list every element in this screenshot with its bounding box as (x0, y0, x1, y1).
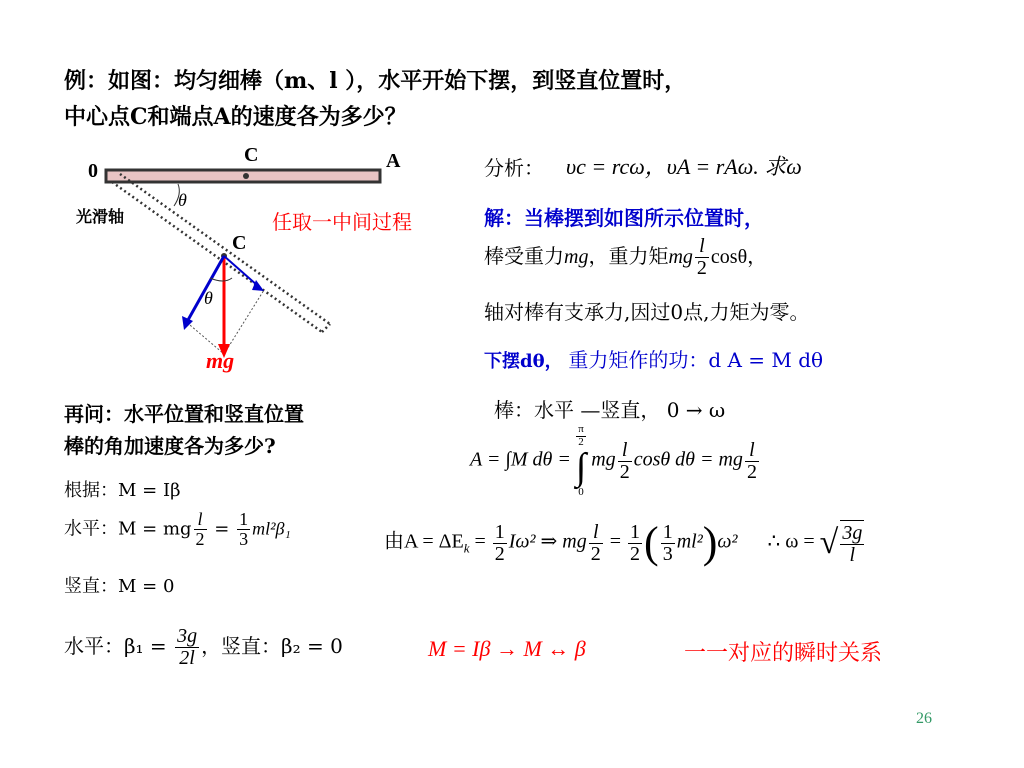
solution-line5: 棒：水平 —竖直， 0 → ω (494, 398, 726, 422)
theta-top: θ (178, 190, 187, 210)
work-integral: A = ∫M dθ = π 2 ∫ 0 mg $\frac{l}{2}$ cosθ dθ = mg $\frac{l}{2}$ (470, 423, 757, 499)
solution-line2: 棒受重力mg，重力矩mg $\frac{l}{2}$ cosθ， (484, 235, 768, 279)
theta-mid: θ (204, 288, 213, 308)
basis-equation: 根据：M = Iβ (64, 480, 181, 501)
problem-title-line2: 中心点C和端点A的速度各为多少？ (64, 104, 407, 130)
solution-line1: 解：当棒摆到如图所示位置时， (484, 206, 764, 230)
energy-equation: 由$A = \Delta E_k$ = $\frac{1}{2}$ Iω² ⇒ mg $\frac{l}{2}$ = $\frac{1}{2}$ ( $\frac{1}{3}$ ml²)ω² ∴ ω = √ $\frac{3g}{l}$ (384, 518, 863, 567)
solution-line4: 下摆dθ， 重力矩作的功：d A = M dθ (484, 348, 824, 372)
question2-line2: 棒的角加速度各为多少? (64, 434, 276, 458)
angular-acceleration-result: 水平：β₁ = $\frac{3g}{2l}$ ，竖直：β₂ = 0 (64, 625, 343, 669)
relation-formula: M = Iβ → M ↔ β (428, 636, 586, 661)
label-c-mid: C (232, 232, 247, 254)
pivot-label: 0 (88, 160, 98, 182)
analysis-formula: υc = rcω，υA = rAω. 求ω (566, 154, 802, 179)
mg-label: mg (206, 348, 235, 373)
label-c-top: C (244, 144, 259, 166)
rod-diagram (60, 140, 480, 380)
relation-text: 一一对应的瞬时关系 (684, 641, 883, 666)
solution-line3: 轴对棒有支承力,因过0点,力矩为零。 (484, 300, 810, 324)
question2-line1: 再问：水平位置和竖直位置 (64, 402, 304, 426)
analysis-prefix: 分析： (484, 156, 544, 180)
process-note: 任取一中间过程 (272, 210, 412, 234)
problem-title-line1: 例：如图：均匀细棒（m、l ），水平开始下摆，到竖直位置时， (64, 68, 687, 94)
parallel-component-arrow (224, 256, 258, 286)
horizontal-moment: 水平：M = mg $\frac{l}{2}$ = $\frac{1}{3}$ ml²β₁ (64, 509, 291, 549)
page-number: 26 (916, 710, 932, 727)
vertical-moment: 竖直：M = 0 (64, 576, 175, 597)
label-a: A (386, 150, 401, 172)
tilted-rod (112, 174, 330, 332)
axis-label: 光滑轴 (76, 207, 125, 226)
rod-center-dot (243, 173, 249, 179)
